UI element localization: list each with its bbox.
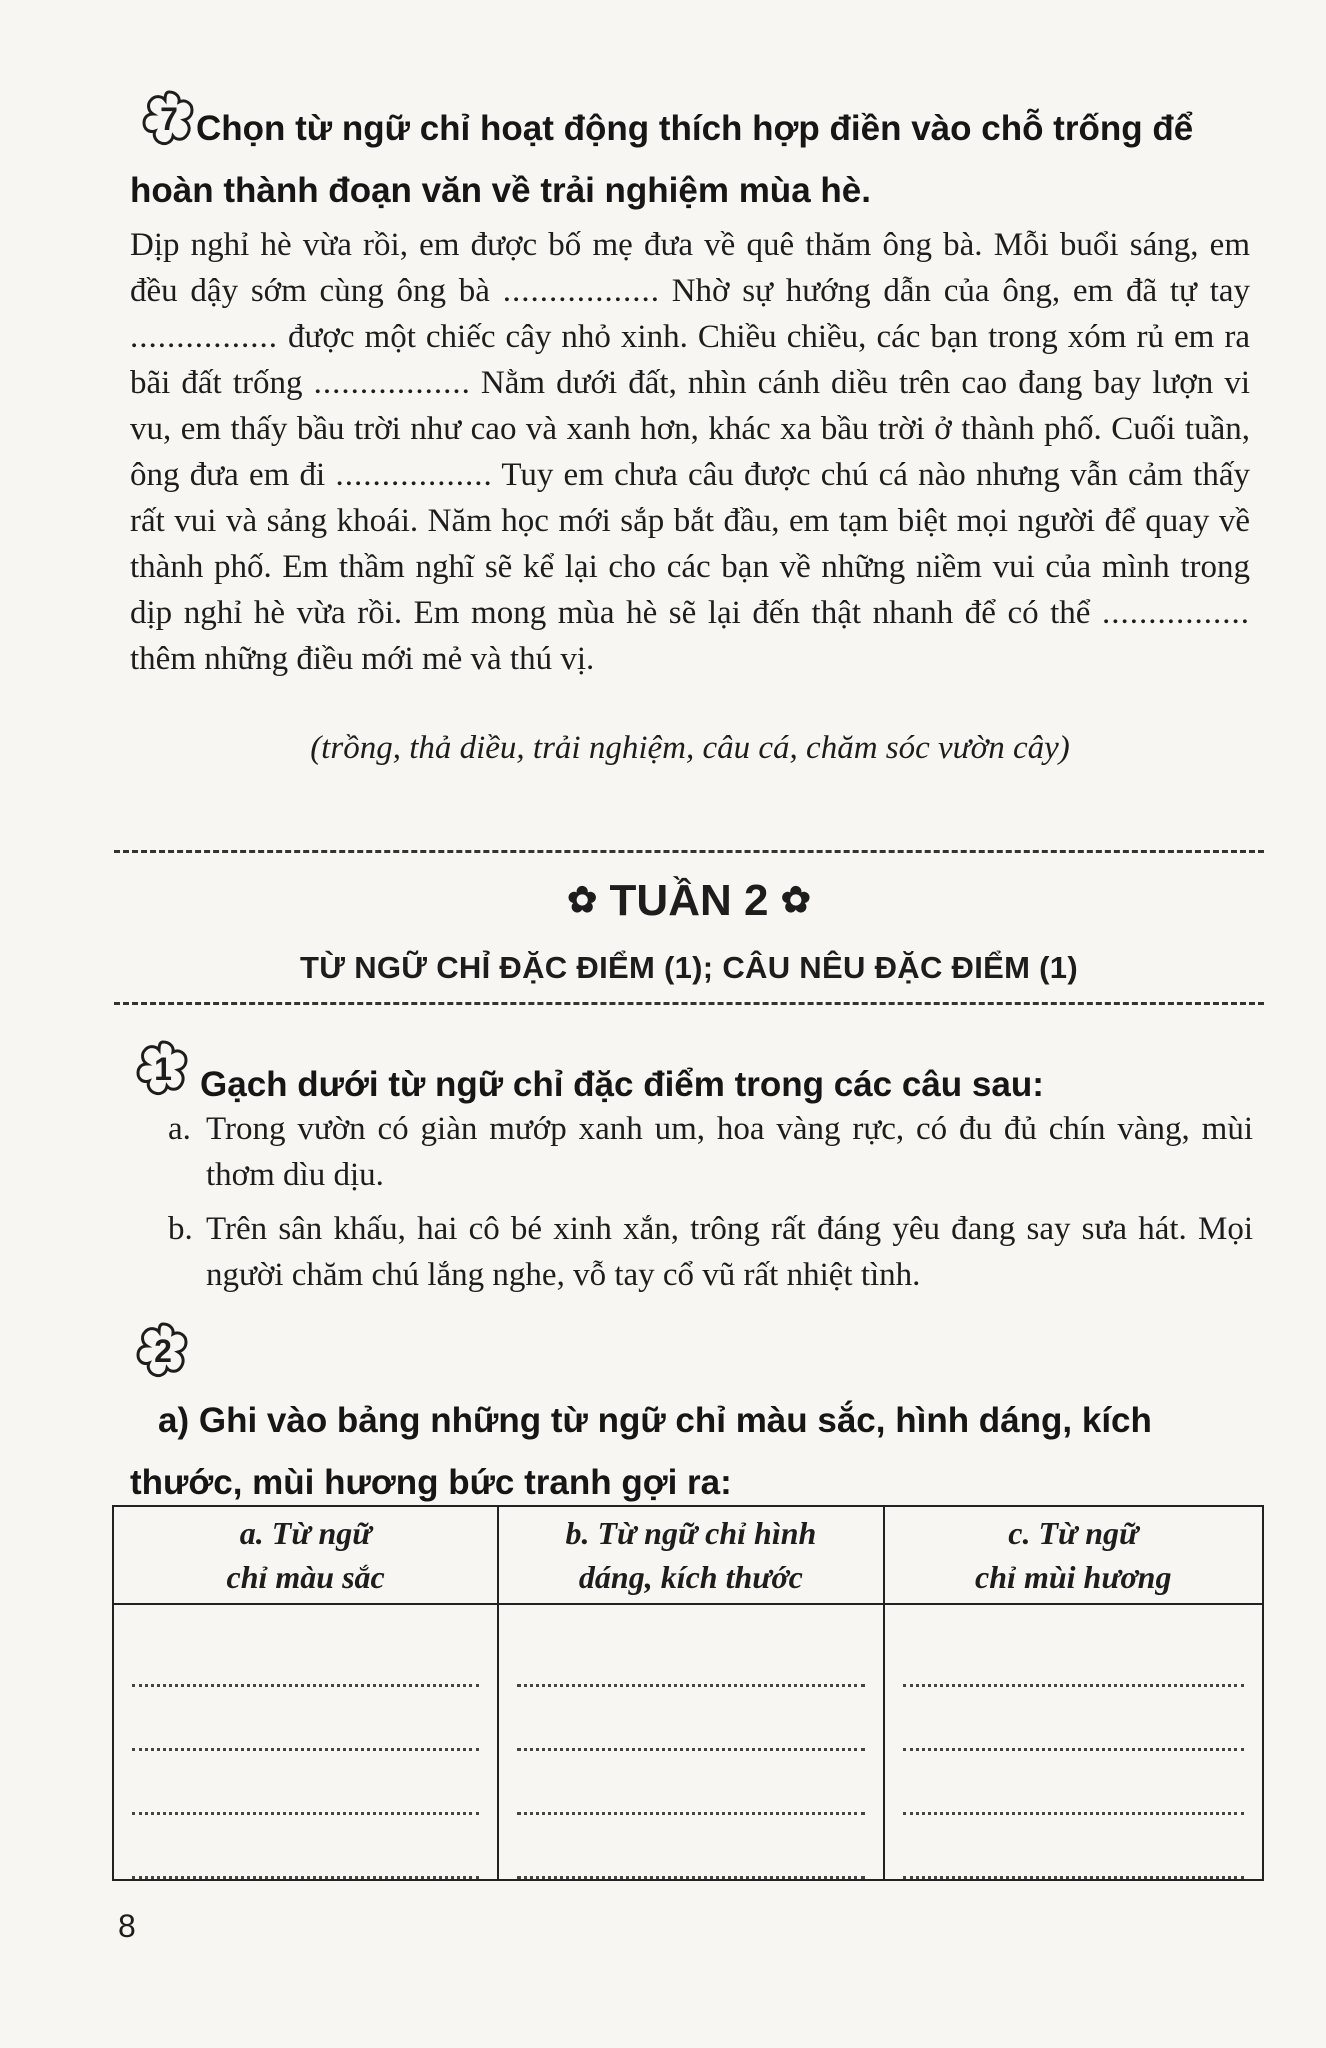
- passage: Dịp nghỉ hè vừa rồi, em được bố mẹ đưa về quê thăm ông bà. Mỗi buổi sáng, em đều dậy sớm cùng ông bà ................. Nhờ sự hướng dẫn của ông, em đã tự tay ................ được một chiếc cây nhỏ xinh. Chiều chiều, các bạn trong xóm rủ em ra bãi đất trống ................. Nằm dưới đất, nhìn cánh diều trên cao đang bay lượn vi vu, em thấy bầu trời như cao và xanh hơn, khác xa bầu trời ở thành phố. Cuối tuần, ông đưa em đi ................. Tuy em chưa câu được chú cá nào nhưng vẫn cảm thấy rất vui và sảng khoái. Năm học mới sắp bắt đầu, em tạm biệt mọi người để quay về thành phố. Em thầm nghĩ sẽ kể lại cho các bạn về những niềm vui của mình trong dịp nghỉ hè vừa rồi. Em mong mùa hè sẽ lại đến thật nhanh để có thể ................ thêm những điều mới mẻ và thú vị.: [130, 227, 1251, 677]
- exercise-2a-title: a) Ghi vào bảng những từ ngữ chỉ màu sắc, hình dáng, kích: [158, 1401, 1152, 1440]
- flower-decoration-icon: ✿: [780, 879, 811, 920]
- exercise-2a-title-cont: thước, mùi hương bức tranh gợi ra:: [130, 1463, 732, 1502]
- svg-text:2: 2: [154, 1333, 172, 1369]
- blank-4[interactable]: ................: [335, 457, 484, 493]
- exercise-1-item-a: a. Trong vườn có giàn mướp xanh um, hoa vàng rực, có đu đủ chín vàng, mùi thơm dìu dịu.: [168, 1111, 1253, 1193]
- answer-cell-scent[interactable]: [884, 1604, 1264, 1880]
- header-shape-size-words: b. Từ ngữ chỉ hình dáng, kích thước: [498, 1506, 883, 1604]
- blank-2[interactable]: ................: [130, 319, 278, 355]
- answer-line[interactable]: [132, 1815, 479, 1879]
- exercise-7-title: Chọn từ ngữ chỉ hoạt động thích hợp điền vào chỗ trống để: [196, 109, 1194, 148]
- word-hint: (trồng, thả diều, trải nghiệm, câu cá, chăm sóc vườn cây): [310, 730, 1070, 766]
- answer-line[interactable]: [132, 1623, 479, 1687]
- flower-icon: [132, 1318, 194, 1380]
- svg-text:1: 1: [154, 1051, 172, 1087]
- flower-icon: [138, 86, 200, 148]
- answer-line[interactable]: [517, 1815, 864, 1879]
- answer-line[interactable]: [903, 1751, 1245, 1815]
- flower-decoration-icon: ✿: [567, 879, 598, 920]
- answer-line[interactable]: [517, 1687, 864, 1751]
- header-color-words: a. Từ ngữ chỉ màu sắc: [113, 1506, 498, 1604]
- flower-icon: [132, 1036, 194, 1098]
- answer-cell-shape-size[interactable]: [498, 1604, 883, 1880]
- week-title: ✿ TUẦN 2 ✿: [567, 876, 811, 925]
- answer-line[interactable]: [903, 1815, 1245, 1879]
- answer-line[interactable]: [903, 1623, 1245, 1687]
- exercise-number-badge-2: [132, 1318, 194, 1380]
- lesson-topic: TỪ NGỮ CHỈ ĐẶC ĐIỂM (1); CÂU NÊU ĐẶC ĐIỂM (1): [300, 950, 1078, 985]
- exercise-1-title: Gạch dưới từ ngữ chỉ đặc điểm trong các câu sau:: [200, 1065, 1044, 1104]
- divider-top: [114, 850, 1264, 853]
- svg-text:7: 7: [160, 101, 178, 137]
- blank-1[interactable]: ................: [502, 273, 651, 309]
- table-answer-row: [113, 1604, 1263, 1880]
- exercise-number-badge-1: [132, 1036, 194, 1098]
- answer-table: [112, 1505, 1264, 1881]
- answer-line[interactable]: [517, 1751, 864, 1815]
- divider-bottom: [114, 1002, 1264, 1005]
- answer-line[interactable]: [132, 1687, 479, 1751]
- exercise-1-item-b: b. Trên sân khấu, hai cô bé xinh xắn, trông rất đáng yêu đang say sưa hát. Mọi người chăm chú lắng nghe, vỗ tay cổ vũ rất nhiệt tình.: [168, 1211, 1253, 1293]
- header-scent-words: c. Từ ngữ chỉ mùi hương: [884, 1506, 1264, 1604]
- answer-line[interactable]: [517, 1623, 864, 1687]
- blank-5[interactable]: ................: [1102, 595, 1251, 631]
- answer-cell-color[interactable]: [113, 1604, 498, 1880]
- exercise-7-title-cont: hoàn thành đoạn văn về trải nghiệm mùa hè.: [130, 171, 871, 210]
- page-number: 8: [118, 1908, 136, 1944]
- blank-3[interactable]: ................: [313, 365, 462, 401]
- table-header-row: [113, 1506, 1263, 1604]
- answer-line[interactable]: [132, 1751, 479, 1815]
- answer-line[interactable]: [903, 1687, 1245, 1751]
- exercise-number-badge-7: [138, 86, 200, 148]
